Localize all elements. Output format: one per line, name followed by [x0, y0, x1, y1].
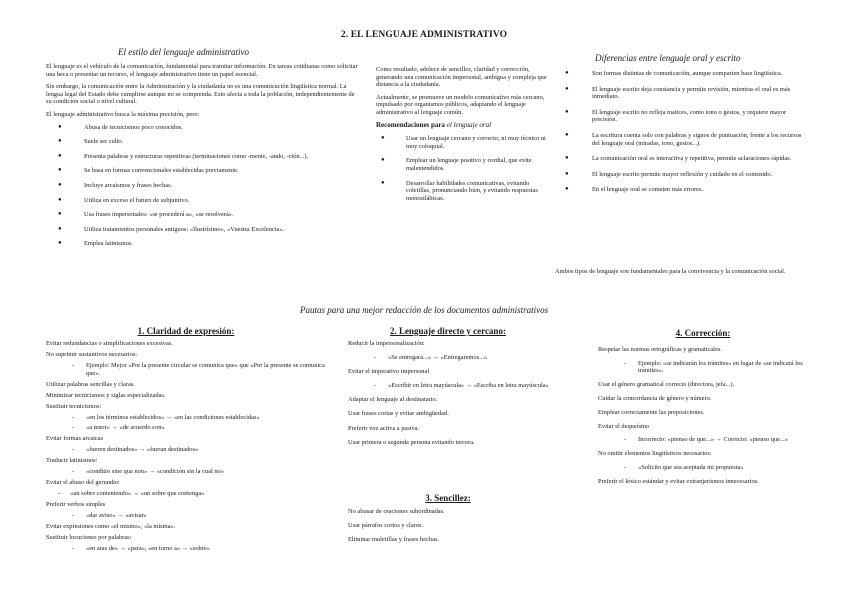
list-item: ● El lenguaje escrito permite mayor reflexión y cuidado en el contenido.: [562, 171, 808, 179]
list-item: ● Se basa en formas convencionales establecidas previamente.: [46, 167, 358, 175]
mid-paragraph-1: Como resultado, adolece de sencillez, claridad y corrección, generando una comunicación impersonal, ambigua y compleja que distancia a la ciudadanía.: [376, 66, 547, 89]
directo-heading: 2. Lenguaje directo y cercano:: [390, 326, 506, 336]
list-item: ● Usa frases impersonales: «se procederá a», «se resolverá».: [46, 211, 358, 219]
diferencias-list: [562, 70, 808, 194]
correccion-rule: Evitar el dequeísmo: [598, 422, 650, 430]
diferencias-section: [562, 70, 808, 202]
claridad-rule: Sustituir tecnicismos:: [46, 402, 102, 410]
directo-rule: Preferir voz activa a pasiva.: [348, 424, 420, 432]
directo-example: - «Se entregará...» → «Entregaremos...»: [348, 354, 558, 362]
diferencias-conclusion: Ambos tipos de lenguaje son fundamentales para la convivencia y la comunicación social.: [555, 268, 786, 275]
estilo-paragraph-2: Sin embargo, la comunicación entre la Administración y la ciudadanía no es una comunicación lingüística normal. La lengua legal del Estado debe cumplirse aunque no se comprenda. Esto afecta a toda la población, independientemente de su condición social o nivel cultural.: [46, 83, 355, 106]
claridad-example: - «un sobre conteniendo» → «un sobre que contenga»: [46, 490, 336, 498]
mid-paragraph-2: Actualmente, se promueve un modelo comunicativo más cercano, impulsado por organismos públicos, adaptando el lenguaje administrativo al lenguaje común.: [376, 93, 545, 116]
list-item: ● El lenguaje escrito deja constancia y permite revisión, mientras el oral es más inmediato.: [562, 86, 808, 101]
list-item: ● Incluye arcaísmos y frases hechas.: [46, 182, 358, 190]
list-item: ● Emplear un lenguaje positivo y cordial, que evite malentendidos.: [376, 157, 548, 172]
claridad-rule: Minimizar tecnicismos y siglas especializadas.: [46, 391, 166, 399]
list-item: ● La comunicación oral es interactiva y repetitiva, permite aclaraciones rápidas.: [562, 155, 808, 163]
list-item: ● Suele ser culto.: [46, 138, 358, 146]
correccion-rule: No omitir elementos lingüísticos necesarios:: [598, 450, 712, 458]
claridad-rule: Evitar el abuso del gerundio:: [46, 479, 120, 487]
directo-example: - «Escríbir en letra mayúscula» → «Escriba en letra mayúscula»: [348, 382, 558, 390]
list-item: ● Emplea latinismos.: [46, 240, 358, 248]
claridad-example: - Ejemplo: Mejor «Por la presente circular se comunica que» que «Por la presente se comunica que».: [46, 362, 336, 377]
estilo-section: [46, 63, 358, 255]
claridad-section: [46, 340, 336, 556]
claridad-rule: Utilizar palabras sencillas y claras.: [46, 380, 135, 388]
claridad-heading: 1. Claridad de expresión:: [137, 326, 235, 336]
list-item: ● Abusa de tecnicismos poco conocidos.: [46, 124, 358, 132]
claridad-example: - «en aras de» → «para», «en torno a» → «sobre»: [46, 545, 336, 553]
correccion-rule: Emplear correctamente las preposiciones.: [598, 408, 705, 416]
claridad-rule: Preferir verbos simples: [46, 501, 106, 509]
claridad-rule: Evitar expresiones como «el mismo», «la misma».: [46, 523, 176, 531]
correccion-rule: Respetar las normas ortográficas y gramaticales.: [598, 346, 722, 353]
list-item: ● Utiliza en exceso el futuro de subjuntivo.: [46, 197, 358, 205]
claridad-rule: No suprimir sustantivos necesarios:: [46, 350, 138, 358]
list-item: ● Desarrollar habilidades comunicativas, evitando coletillas, pronunciando bien, y evitando respuestas monosilábicas.: [376, 180, 548, 203]
correccion-example: - Incorrecto: «pienso de que...» → Correcto: «pienso que...»: [598, 436, 810, 444]
directo-rule: Usar frases cortas y evitar ambigüedad.: [348, 410, 449, 418]
correccion-example: - «Solicito que sea aceptada mi propuesta»: [598, 464, 810, 472]
sencillez-rule: Usar párrafos cortos y claros.: [348, 522, 424, 530]
recommendations-list: [376, 135, 548, 202]
estilo-paragraph-3: El lenguaje administrativo busca la máxima precisión, pero:: [46, 110, 200, 118]
directo-rule: Reducir la impersonalización:: [348, 340, 425, 347]
mid-section: [376, 66, 548, 209]
directo-rule: Evitar el imperativo impersonal: [348, 368, 430, 376]
claridad-rule: Evitar formas arcaicas: [46, 435, 104, 443]
diferencias-subtitle: Diferencias entre lenguaje oral y escrito: [595, 53, 741, 63]
sencillez-rule: Eliminar muletillas y frases hechas.: [348, 536, 440, 544]
claridad-rule: Traducir latinismos:: [46, 457, 98, 465]
list-item: ● Presenta palabras y estructuras repetitivas (terminaciones como -mente, -ando, -ción...).: [46, 153, 358, 161]
correccion-section: [598, 346, 810, 491]
sencillez-rule: No abusar de oraciones subordinadas.: [348, 508, 445, 515]
estilo-paragraph-1: El lenguaje es el vehículo de la comunicación, fundamental para tramitar información. En tareas cotidianas como solicitar una beca o presentar un recurso, el lenguaje administrativo tiene un papel esencial.: [46, 63, 358, 78]
list-item: ● Utiliza tratamientos personales antiguos: «Ilustrísimo», «Vuestra Excelencia».: [46, 226, 358, 234]
correccion-rule: Preferir el léxico estándar y evitar extranjerismos innecesarios.: [598, 477, 759, 485]
claridad-example: - «en los términos establecidos» → «en las condiciones establecidas»: [46, 414, 336, 422]
document-title: 2. EL LENGUAJE ADMINISTRATIVO: [340, 30, 508, 40]
directo-section: [348, 340, 558, 453]
list-item: ● Usar un lenguaje cercano y correcto, ni muy técnico ni muy coloquial.: [376, 135, 548, 150]
estilo-subtitle: El estilo del lenguaje administrativo: [118, 47, 249, 57]
list-item: ● El lenguaje escrito no refleja matices, como tono o gestos, y requiere mayor precisión.: [562, 109, 808, 124]
sencillez-heading: 3. Sencillez:: [425, 493, 471, 503]
claridad-rule: Sustituir locuciones por palabras:: [46, 534, 132, 542]
sencillez-section: [348, 508, 558, 550]
correccion-rule: Usar el género gramatical correcto (directora, jefa...).: [598, 381, 735, 389]
list-item: ● La escritura cuenta solo con palabras y signos de puntuación, frente a los recursos del lenguaje oral (miradas, tono, gestos...).: [562, 132, 808, 147]
correccion-rule: Cuidar la concordancia de género y número.: [598, 394, 712, 402]
estilo-bullet-list: [46, 124, 358, 248]
correccion-heading: 4. Corrección:: [675, 328, 731, 338]
claridad-example: - «fueren destinados» → «fueran destinados»: [46, 446, 336, 454]
recommendations-title: Recomendaciones para el lenguaje oral: [376, 120, 492, 129]
claridad-rule: Evitar redundancias o simplificaciones excesivas.: [46, 340, 173, 347]
claridad-example: - «a tenor» → «de acuerdo con»: [46, 424, 336, 432]
list-item: ● En el lenguaje oral se cometen más errores.: [562, 186, 808, 194]
list-item: ● Son formas distintas de comunicación, aunque comparten base lingüística.: [562, 70, 808, 78]
directo-rule: Adaptar el lenguaje al destinatario.: [348, 396, 438, 404]
correccion-example: - Ejemplo: «se indicarán los trámites» en lugar de «se indicará los trámites».: [598, 360, 810, 375]
claridad-example: - «conditio sine qua non» → «condición sin la cual no»: [46, 468, 336, 476]
pautas-title: Pautas para una mejor redacción de los documentos administrativos: [300, 305, 549, 315]
directo-rule: Usar primera o segunda persona evitando tercera.: [348, 438, 475, 446]
claridad-example: - «dar aviso» → «avisar»: [46, 512, 336, 520]
